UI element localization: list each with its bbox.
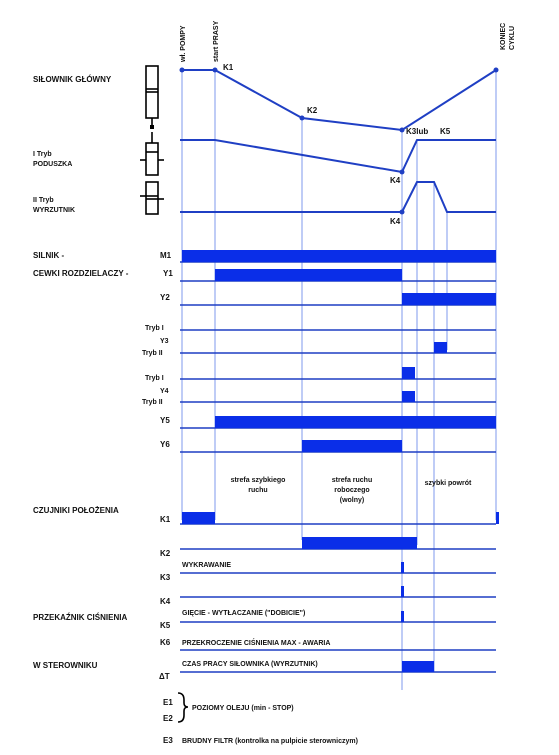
y4-mode1-active xyxy=(402,367,415,379)
label-y3: Y3 xyxy=(160,338,169,345)
label-k1-point: K1 xyxy=(223,63,234,72)
label-k5-point: K5 xyxy=(440,127,451,136)
label-y4-mode2: Tryb II xyxy=(142,399,163,406)
label-m1: M1 xyxy=(160,251,172,260)
label-pump-on: wł. POMPY xyxy=(180,25,187,62)
zone-work-line1: strefa ruchu xyxy=(331,477,373,484)
point-k1 xyxy=(213,68,218,73)
label-y3-mode1: Tryb I xyxy=(145,325,164,332)
label-k3-point: K3lub xyxy=(406,127,429,136)
label-motor: SILNIK - xyxy=(33,251,65,260)
label-pressure-relay: PRZEKAŹNIK CIŚNIENIA xyxy=(33,613,128,622)
dt-active xyxy=(402,661,434,672)
annotation-overpressure: PRZEKROCZENIE CIŚNIENIA MAX - AWARIA xyxy=(182,640,331,647)
label-cycle-end-2: CYKLU xyxy=(509,25,516,50)
zone-work-line2: roboczego xyxy=(334,487,370,494)
mode1-cylinder-symbol xyxy=(140,132,164,175)
point-k4-mode2 xyxy=(400,210,405,215)
label-position-sensors: CZUJNIKI POŁOŻENIA xyxy=(33,506,119,515)
k1-active-start xyxy=(182,512,215,524)
label-k2-point: K2 xyxy=(307,106,318,115)
label-mode1-line2: PODUSZKA xyxy=(33,161,73,168)
label-cycle-end: KONIEC xyxy=(500,22,507,50)
mode2-trace xyxy=(180,182,496,212)
label-y3-mode2: Tryb II xyxy=(142,350,163,357)
brace-e1-e2 xyxy=(178,693,188,722)
annotation-bending: GIĘCIE - WYTŁACZANIE ("DOBICIE") xyxy=(182,610,306,617)
label-mode1-line1: I Tryb xyxy=(33,151,52,158)
mode2-cylinder-symbol xyxy=(140,182,164,214)
label-mode2-line2: WYRZUTNIK xyxy=(33,207,75,214)
y5-active xyxy=(215,416,496,428)
label-k2: K2 xyxy=(160,549,171,558)
y2-active xyxy=(402,293,496,305)
label-k4-mode2: K4 xyxy=(390,217,401,226)
label-y4-mode1: Tryb I xyxy=(145,375,164,382)
point-end xyxy=(494,68,499,73)
label-e3: E3 xyxy=(163,736,173,745)
k3-active xyxy=(401,562,404,573)
label-y6: Y6 xyxy=(160,440,170,449)
label-valve-coils: CEWKI ROZDZIELACZY - xyxy=(33,269,129,278)
label-k4: K4 xyxy=(160,597,171,606)
label-e2: E2 xyxy=(163,714,173,723)
zone-fast-line2: ruchu xyxy=(248,487,268,494)
label-mode2-line1: II Tryb xyxy=(33,197,54,204)
label-y4: Y4 xyxy=(160,388,169,395)
label-k5: K5 xyxy=(160,621,171,630)
k2-active xyxy=(302,537,417,549)
annotation-run-time: CZAS PRACY SIŁOWNIKA (WYRZUTNIK) xyxy=(182,661,318,668)
k4-active xyxy=(401,586,404,597)
point-k3 xyxy=(400,128,405,133)
label-controller: W STEROWNIKU xyxy=(33,661,98,670)
label-e1: E1 xyxy=(163,698,173,707)
k5-active xyxy=(401,611,404,622)
label-y5: Y5 xyxy=(160,416,170,425)
label-y2: Y2 xyxy=(160,293,170,302)
zone-return: szybki powrót xyxy=(424,480,472,487)
main-cylinder-trace xyxy=(182,70,496,130)
label-k4-mode1: K4 xyxy=(390,176,401,185)
k1-active-end xyxy=(496,512,499,524)
label-k3: K3 xyxy=(160,573,171,582)
point-k2 xyxy=(300,116,305,121)
mode1-trace xyxy=(180,140,496,172)
label-press-start: start PRASY xyxy=(213,20,220,62)
main-cylinder-symbol xyxy=(146,66,158,129)
label-delta-t: ΔT xyxy=(159,672,170,681)
annotation-punching: WYKRAWANIE xyxy=(182,562,231,569)
label-k1: K1 xyxy=(160,515,171,524)
zone-work-line3: (wolny) xyxy=(339,497,365,504)
annotation-oil-level: POZIOMY OLEJU (min - STOP) xyxy=(192,705,294,712)
zone-fast-line1: strefa szybkiego xyxy=(230,477,286,484)
annotation-dirty-filter: BRUDNY FILTR (kontrolka na pulpicie sterowniczym) xyxy=(182,738,358,745)
label-main-cylinder: SIŁOWNIK GŁÓWNY xyxy=(33,75,112,84)
point-k4-mode1 xyxy=(400,170,405,175)
y1-active xyxy=(215,269,402,281)
label-k6: K6 xyxy=(160,638,171,647)
y6-active xyxy=(302,440,402,452)
label-y1: Y1 xyxy=(163,269,173,278)
m1-active xyxy=(182,250,496,262)
y4-mode2-active xyxy=(402,391,415,402)
point-start xyxy=(180,68,185,73)
y3-active xyxy=(434,342,447,353)
